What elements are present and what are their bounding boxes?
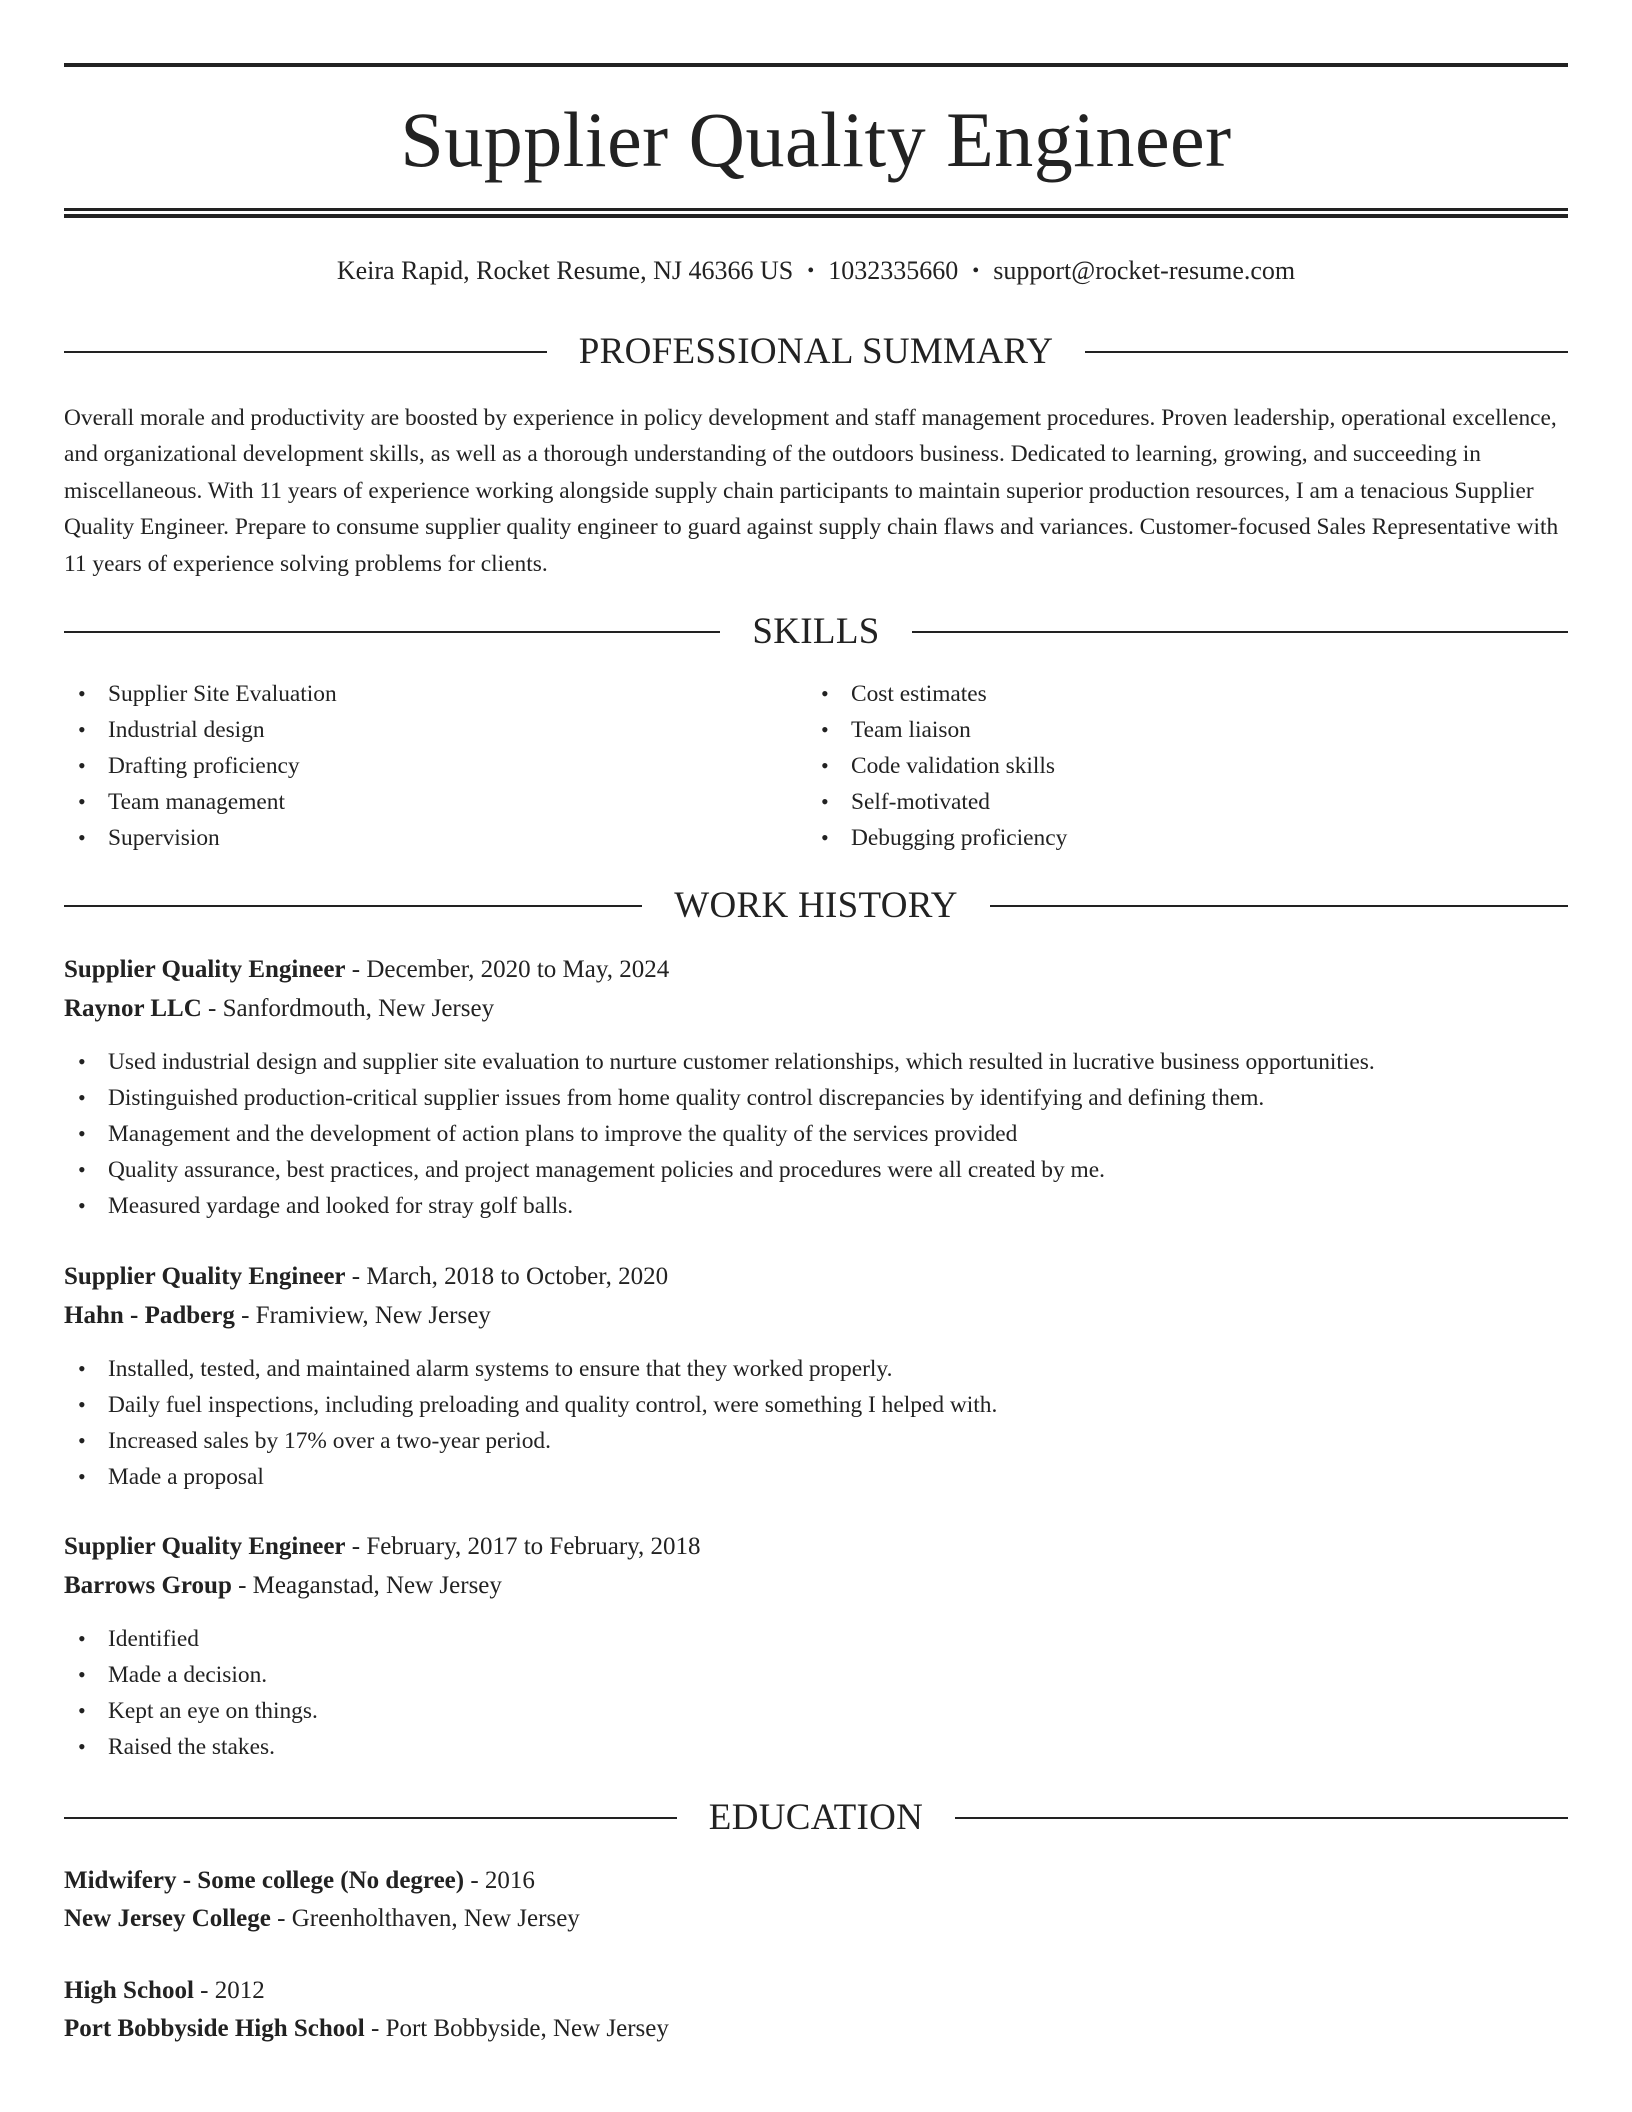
job-bullet: • Increased sales by 17% over a two-year period.: [64, 1423, 1568, 1459]
school-name: Port Bobbyside High School: [64, 2015, 365, 2042]
job-bullet: • Used industrial design and supplier site evaluation to nurture customer relationships, which resulted in lucrative business opportunities.: [64, 1044, 1568, 1080]
degree-name: Midwifery - Some college (No degree): [64, 1867, 465, 1894]
header-double-rule: [64, 208, 1568, 218]
skills-list-left: [64, 676, 337, 856]
job-bullet: • Quality assurance, best practices, and project management policies and procedures were all created by me.: [64, 1152, 1568, 1188]
education-section-title: EDUCATION: [708, 1797, 924, 1838]
job-bullets: [64, 1351, 1568, 1495]
job-title: Supplier Quality Engineer: [64, 956, 346, 983]
job-bullet: • Distinguished production-critical supplier issues from home quality control discrepancies by identifying and defining them.: [64, 1080, 1568, 1116]
header-top-rule: [64, 63, 1568, 67]
degree-line: [64, 1972, 1568, 2010]
job-bullet: • Kept an eye on things.: [64, 1693, 1568, 1729]
company-line: [64, 1297, 1568, 1335]
summary-text: Overall morale and productivity are boosted by experience in policy development and staff management procedures. Proven leadership, operational excellence, and organizational development skills, as well as a thorough understanding of the outdoors business. Dedicated to learning, growing, and succeeding in miscellaneous. With 11 years of experience working alongside supply chain participants to maintain superior production resources, I am a tenacious Supplier Quality Engineer. Prepare to consume supplier quality engineer to guard against supply chain flaws and variances. Customer-focused Sales Representative with 11 years of experience solving problems for clients.: [64, 405, 1559, 577]
section-rule-left: [64, 1817, 677, 1819]
degree-line: [64, 1862, 1568, 1900]
job-title-line: [64, 951, 1568, 989]
contact-email: support@rocket-resume.com: [993, 256, 1296, 285]
job-bullet: • Daily fuel inspections, including preloading and quality control, were something I helped with.: [64, 1387, 1568, 1423]
summary-section-title: PROFESSIONAL SUMMARY: [578, 331, 1054, 372]
education-section-header: [64, 1798, 1568, 1838]
job-title: Supplier Quality Engineer: [64, 1533, 346, 1560]
job-dates: - March, 2018 to October, 2020: [345, 1263, 669, 1290]
degree-year: - 2016: [464, 1867, 535, 1894]
contact-line: [64, 253, 1568, 289]
school-name: New Jersey College: [64, 1905, 271, 1932]
company-location: - Meaganstad, New Jersey: [231, 1572, 502, 1599]
job-dates: - December, 2020 to May, 2024: [345, 956, 670, 983]
job-bullet: • Identified: [64, 1621, 1568, 1657]
degree-name: High School: [64, 1977, 194, 2004]
work-section-header: [64, 886, 1568, 926]
job-bullets: [64, 1621, 1568, 1765]
job-title-line: [64, 1258, 1568, 1296]
skill-item: • Debugging proficiency: [807, 820, 1067, 856]
section-rule-right: [990, 905, 1568, 907]
skill-item: • Self-motivated: [807, 784, 1067, 820]
skill-item: • Team management: [64, 784, 337, 820]
school-location: - Port Bobbyside, New Jersey: [364, 2015, 669, 2042]
company-location: - Framiview, New Jersey: [234, 1302, 491, 1329]
skill-item: • Code validation skills: [807, 748, 1067, 784]
school-line: [64, 2010, 1568, 2048]
job-title-line: [64, 1528, 1568, 1566]
job-dates: - February, 2017 to February, 2018: [345, 1533, 701, 1560]
skill-item: • Supervision: [64, 820, 337, 856]
job-bullet: • Installed, tested, and maintained alarm systems to ensure that they worked properly.: [64, 1351, 1568, 1387]
degree-year: - 2012: [193, 1977, 265, 2004]
summary-section-header: [64, 332, 1568, 372]
section-rule-left: [64, 351, 547, 353]
section-rule-right: [955, 1817, 1568, 1819]
section-rule-right: [912, 631, 1568, 633]
section-rule-left: [64, 905, 642, 907]
resume-title: Supplier Quality Engineer: [400, 96, 1232, 183]
work-section-title: WORK HISTORY: [674, 885, 958, 926]
skill-item: • Industrial design: [64, 712, 337, 748]
company-name: Raynor LLC: [64, 995, 202, 1022]
company-location: - Sanfordmouth, New Jersey: [201, 995, 495, 1022]
skill-item: • Drafting proficiency: [64, 748, 337, 784]
skills-section-header: [64, 612, 1568, 652]
job-bullet: • Measured yardage and looked for stray golf balls.: [64, 1188, 1568, 1224]
skill-item: • Cost estimates: [807, 676, 1067, 712]
contact-separator: •: [972, 260, 980, 282]
school-line: [64, 1900, 1568, 1938]
school-location: - Greenholthaven, New Jersey: [270, 1905, 580, 1932]
job-bullet: • Management and the development of action plans to improve the quality of the services provided: [64, 1116, 1568, 1152]
job-title: Supplier Quality Engineer: [64, 1263, 346, 1290]
contact-separator: •: [807, 260, 815, 282]
skills-section-title: SKILLS: [752, 611, 880, 652]
job-bullet: • Made a proposal: [64, 1459, 1568, 1495]
skill-item: • Supplier Site Evaluation: [64, 676, 337, 712]
company-line: [64, 990, 1568, 1028]
contact-address: Keira Rapid, Rocket Resume, NJ 46366 US: [336, 256, 794, 285]
skill-item: • Team liaison: [807, 712, 1067, 748]
contact-phone: 1032335660: [828, 256, 959, 285]
company-name: Hahn - Padberg: [64, 1302, 235, 1329]
job-bullet: • Made a decision.: [64, 1657, 1568, 1693]
company-name: Barrows Group: [64, 1572, 232, 1599]
section-rule-right: [1085, 351, 1568, 353]
skills-list-right: [807, 676, 1067, 856]
job-bullet: • Raised the stakes.: [64, 1729, 1568, 1765]
company-line: [64, 1567, 1568, 1605]
job-bullets: [64, 1044, 1568, 1224]
section-rule-left: [64, 631, 720, 633]
